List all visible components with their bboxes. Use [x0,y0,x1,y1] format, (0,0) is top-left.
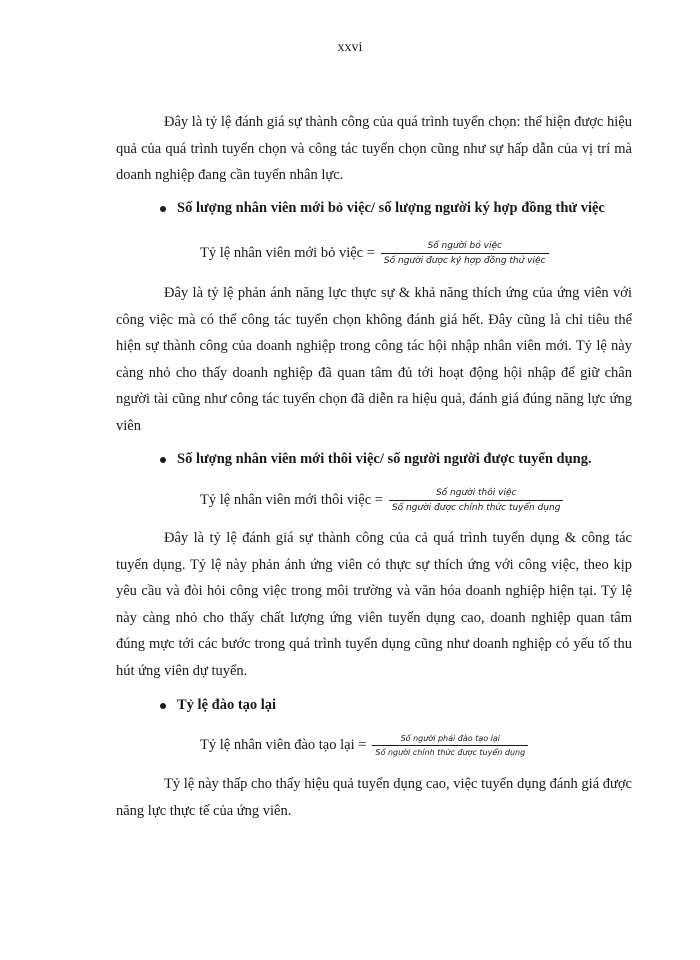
formula-label: Tỷ lệ nhân viên đào tạo lại = [200,737,367,753]
bullet-heading-text: Tỷ lệ đào tạo lại [177,697,277,713]
formula-denominator: Số người chính thức được tuyển dụng [375,748,526,757]
page-number: xxvi [337,40,363,55]
formula-label: Tỷ lệ nhân viên mới thôi việc = [200,492,383,508]
paragraph-recruitment-success: Đây là tỷ lệ đánh giá sự thành công của cả quá trình tuyển dụng & công tác tuyển dụng. Tỷ lệ này phản ánh ứng viên có thực sự thích ứng với công việc, theo kịp yêu cầu và đòi hỏi công việc trong môi trường và văn hóa doanh nghiệp hiện tại. Tỷ lệ này càng nhỏ cho thấy chất lượng ứng viên tuyển dụng cao, doanh nghiệp quan tâm đúng mực tới các bước trong quá trình tuyển dụng cũng như doanh nghiệp có yếu tố thu hút ứng viên dự tuyển. [116,530,632,679]
formula-denominator: Số người được ký hợp đồng thử việc [383,256,546,266]
bullet-icon [160,703,166,709]
bullet-heading-new-hire-quit [160,200,660,217]
formula-denominator: Số người được chính thức tuyển dụng [391,503,561,513]
formula-numerator: Số người bỏ việc [427,241,502,251]
bullet-icon [160,457,166,463]
bullet-heading-new-hire-resign [160,451,660,468]
bullet-heading-retraining [160,697,660,714]
formula-fraction [389,487,563,514]
formula-numerator: Số người thôi việc [435,488,517,498]
formula-fraction [381,240,549,267]
bullet-heading-text: Số lượng nhân viên mới thôi việc/ số người người được tuyển dụng. [177,451,592,467]
paragraph-retraining: Tỷ lệ này thấp cho thấy hiệu quả tuyển dụng cao, việc tuyển dụng đánh giá được năng lực thực tế của ứng viên. [116,776,632,819]
formula-fraction [372,733,528,758]
formula-label: Tỷ lệ nhân viên mới bỏ việc = [200,245,375,261]
formula-retraining-rate [200,733,528,758]
intro-paragraph: Đây là tỷ lệ đánh giá sự thành công của quá trình tuyển chọn: thể hiện được hiệu quả của quá trình tuyển chọn và công tác tuyển chọn cũng như sự hấp dẫn của vị trí mà doanh nghiệp đang cần tuyển nhân lực. [116,114,632,183]
bullet-icon [160,206,166,212]
paragraph-adaptation: Đây là tỷ lệ phản ánh năng lực thực sự & khả năng thích ứng của ứng viên với công việc mà có thể công tác tuyển chọn không đánh giá hết. Đây cũng là chỉ tiêu thể hiện sự thành công của doanh nghiệp trong công tác hội nhập nhân viên mới. Tỷ lệ này càng nhỏ cho thấy doanh nghiệp đã quan tâm đủ tới hoạt động hội nhập để giữ chân người tài cũng như công tác tuyển chọn đã diễn ra hiệu quả, đánh giá đúng năng lực ứng viên [116,285,632,434]
formula-new-hire-resign-rate [200,487,563,514]
formula-new-hire-quit-rate [200,240,549,267]
formula-numerator: Số người phải đào tạo lại [400,734,501,743]
bullet-heading-text: Số lượng nhân viên mới bỏ việc/ số lượng người ký hợp đồng thử việc [177,200,605,216]
